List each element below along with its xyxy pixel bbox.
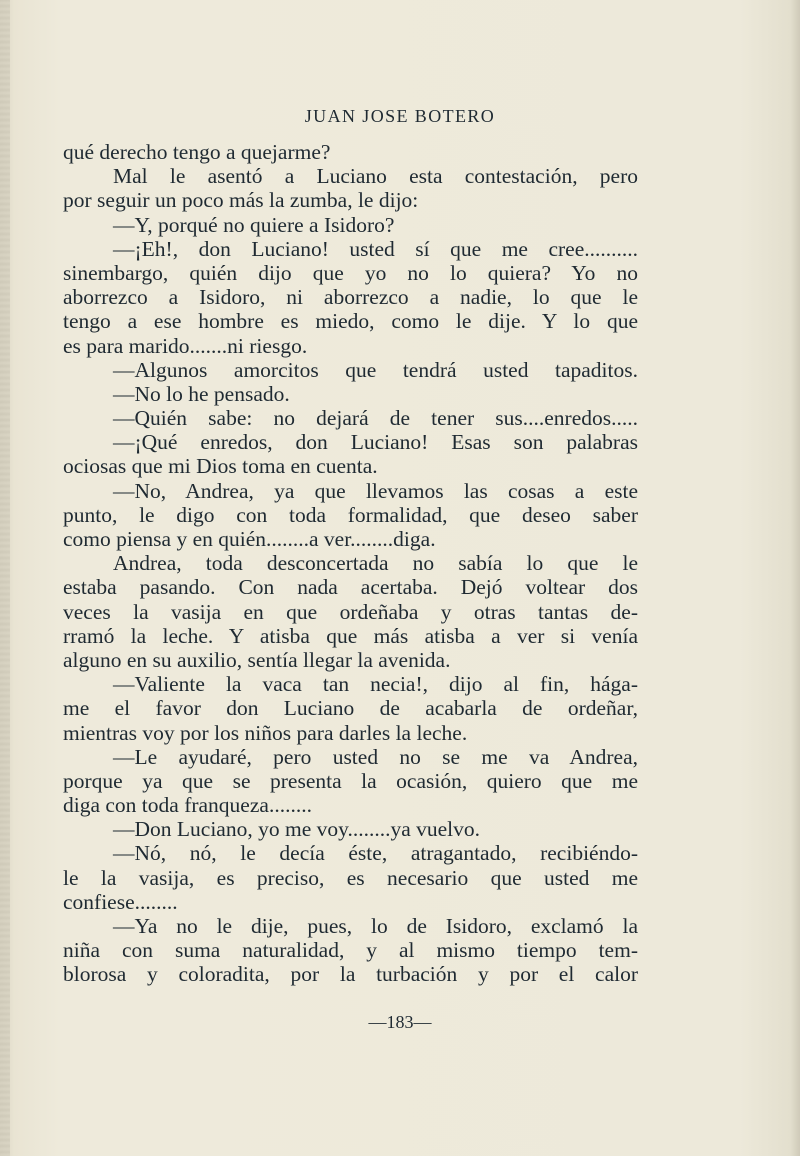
text-line: le la vasija, es preciso, es necesario que usted me xyxy=(63,865,638,890)
page-number: —183— xyxy=(368,1012,432,1032)
text-line: —¡Qué enredos, don Luciano! Esas son palabras xyxy=(113,430,638,455)
text-line: —No, Andrea, ya que llevamos las cosas a este xyxy=(113,478,638,503)
text-line: punto, le digo con toda formalidad, que deseo saber xyxy=(63,502,638,527)
text-line: —¡Eh!, don Luciano! usted sí que me cree.......... xyxy=(113,236,638,261)
text-line: —Y, porqué no quiere a Isidoro? xyxy=(113,212,395,237)
text-line: alguno en su auxilio, sentía llegar la avenida. xyxy=(63,647,451,672)
text-line: veces la vasija en que ordeñaba y otras tantas de- xyxy=(63,599,638,624)
text-line: estaba pasando. Con nada acertaba. Dejó voltear dos xyxy=(63,575,638,600)
text-line: sinembargo, quién dijo que yo no lo quiera? Yo no xyxy=(63,260,638,285)
text-line: —Nó, nó, le decía éste, atragantado, recibiéndo- xyxy=(113,841,638,866)
text-line: me el favor don Luciano de acabarla de ordeñar, xyxy=(63,696,638,721)
text-line: porque ya que se presenta la ocasión, quiero que me xyxy=(63,768,638,793)
text-line: qué derecho tengo a quejarme? xyxy=(63,140,331,164)
text-line: como piensa y en quién........a ver........diga. xyxy=(63,527,436,551)
text-line: Andrea, toda desconcertada no sabía lo que le xyxy=(113,551,638,576)
text-line: blorosa y coloradita, por la turbación y por el calor xyxy=(63,962,638,987)
binding-edge xyxy=(0,0,10,1156)
text-line: tengo a ese hombre es miedo, como le dije. Y lo que xyxy=(63,309,638,334)
running-head: JUAN JOSE BOTERO xyxy=(304,106,496,126)
text-line: —Ya no le dije, pues, lo de Isidoro, exclamó la xyxy=(113,914,638,938)
text-line: rramó la leche. Y atisba que más atisba a ver si venía xyxy=(63,623,638,648)
text-line: Mal le asentó a Luciano esta contestación, pero xyxy=(113,164,638,189)
body-text xyxy=(63,140,638,987)
text-line: es para marido.......ni riesgo. xyxy=(63,333,308,358)
text-line: ociosas que mi Dios toma en cuenta. xyxy=(63,454,378,479)
text-line: —Don Luciano, yo me voy........ya vuelvo. xyxy=(113,817,481,842)
text-line: —Valiente la vaca tan necia!, dijo al fin, hága- xyxy=(113,672,638,697)
text-line: mientras voy por los niños para darles la leche. xyxy=(63,720,468,745)
text-line: niña con suma naturalidad, y al mismo tiempo tem- xyxy=(63,938,638,963)
text-line: aborrezco a Isidoro, ni aborrezco a nadie, lo que le xyxy=(63,285,638,310)
text-line: —Le ayudaré, pero usted no se me va Andrea, xyxy=(113,744,638,769)
text-line: por seguir un poco más la zumba, le dijo: xyxy=(63,188,419,213)
text-line: diga con toda franqueza........ xyxy=(63,793,312,818)
text-line: —Quién sabe: no dejará de tener sus....enredos..... xyxy=(113,406,638,431)
text-line: —No lo he pensado. xyxy=(113,381,290,406)
text-line: confiese........ xyxy=(63,889,178,914)
text-line: —Algunos amorcitos que tendrá usted tapaditos. xyxy=(113,357,638,382)
